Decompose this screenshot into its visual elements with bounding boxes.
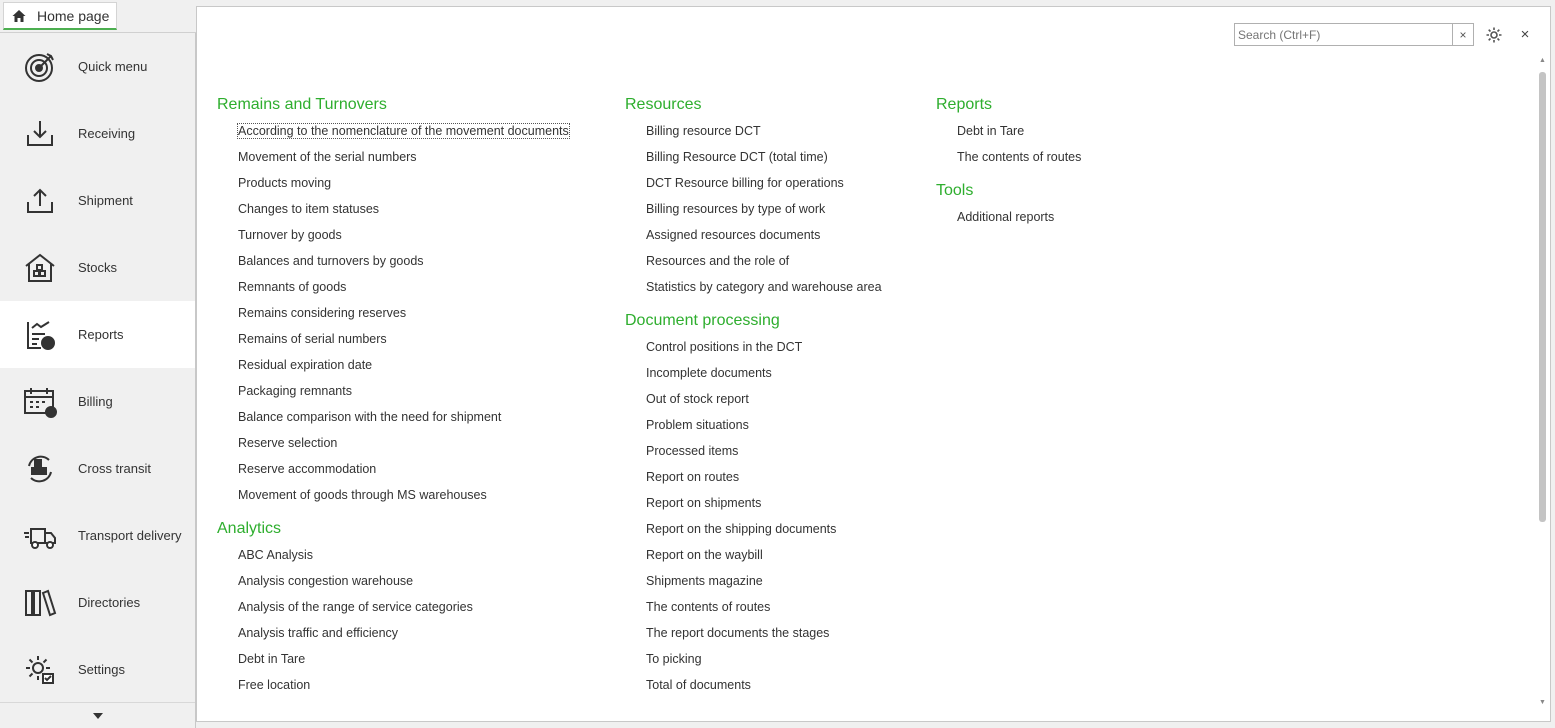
sidebar-item-label: Reports	[78, 327, 124, 342]
report-link-label: Balances and turnovers by goods	[238, 254, 424, 268]
report-link-label: The contents of routes	[646, 600, 771, 614]
report-link-label: Products moving	[238, 176, 332, 190]
sidebar-item-quick-menu[interactable]	[0, 33, 195, 100]
group-title-remains: Remains and Turnovers	[217, 96, 387, 113]
warehouse-icon	[22, 250, 58, 286]
report-link-label: Debt in Tare	[238, 652, 306, 666]
report-link-label: Processed items	[646, 444, 739, 458]
gear-icon	[22, 652, 58, 688]
sidebar	[0, 33, 196, 728]
report-link-label: Incomplete documents	[646, 366, 772, 380]
scroll-up-icon[interactable]: ▲	[1539, 57, 1546, 64]
report-link[interactable]	[217, 352, 569, 378]
report-link-label: Report on routes	[646, 470, 740, 484]
report-link-label: Debt in Tare	[957, 124, 1025, 138]
report-link-label: Remains considering reserves	[238, 306, 407, 320]
sidebar-item-directories[interactable]	[0, 569, 195, 636]
report-link-label: Remains of serial numbers	[238, 332, 387, 346]
report-link[interactable]	[625, 412, 882, 438]
report-link-label: Packaging remnants	[238, 384, 352, 398]
group-list-remains	[217, 118, 569, 508]
report-link-label: Analysis congestion warehouse	[238, 574, 414, 588]
report-link[interactable]	[625, 222, 882, 248]
books-icon	[22, 585, 58, 621]
report-link[interactable]	[217, 274, 569, 300]
report-link-label: Out of stock report	[646, 392, 749, 406]
home-icon	[11, 8, 27, 24]
report-link[interactable]	[217, 594, 569, 620]
receiving-icon	[22, 116, 58, 152]
scroll-thumb[interactable]	[1539, 72, 1546, 522]
report-link-label: Report on the shipping documents	[646, 522, 837, 536]
report-link[interactable]	[936, 204, 1081, 230]
sidebar-item-settings[interactable]	[0, 636, 195, 703]
report-link-label: Residual expiration date	[238, 358, 373, 372]
report-link[interactable]	[217, 404, 569, 430]
tab-bar	[0, 0, 196, 33]
sidebar-item-label: Transport delivery	[78, 528, 182, 543]
report-link[interactable]	[625, 334, 882, 360]
reports-panel	[196, 6, 1551, 722]
report-link[interactable]	[217, 672, 569, 698]
report-link-label: Movement of the serial numbers	[238, 150, 417, 164]
sidebar-item-label: Directories	[78, 595, 141, 610]
report-link[interactable]	[217, 222, 569, 248]
sidebar-item-label: Billing	[78, 394, 113, 409]
report-link[interactable]	[625, 196, 882, 222]
report-link-label: Resources and the role of	[646, 254, 790, 268]
report-link-label: Billing Resource DCT (total time)	[646, 150, 828, 164]
group-title-tools: Tools	[936, 182, 974, 199]
panel-settings-button[interactable]	[1483, 24, 1505, 46]
group-title-reports: Reports	[936, 96, 993, 113]
cross-transit-icon	[22, 451, 58, 487]
report-link-label: DCT Resource billing for operations	[646, 176, 844, 190]
report-link-label: Turnover by goods	[238, 228, 342, 242]
tab-home-label: Home page	[37, 7, 110, 24]
report-link[interactable]	[217, 196, 569, 222]
report-link-label: Remnants of goods	[238, 280, 347, 294]
report-link[interactable]	[217, 568, 569, 594]
report-link[interactable]	[936, 144, 1081, 170]
vertical-scrollbar[interactable]	[1538, 57, 1547, 707]
report-link[interactable]	[625, 672, 882, 698]
truck-icon	[22, 518, 58, 554]
reports-icon	[22, 317, 58, 353]
report-link-label: Analysis of the range of service categories	[238, 600, 473, 614]
report-link[interactable]	[217, 326, 569, 352]
report-link[interactable]	[625, 144, 882, 170]
report-link[interactable]	[625, 360, 882, 386]
group-list-reports	[936, 118, 1081, 170]
report-link[interactable]	[625, 248, 882, 274]
sidebar-item-cross-transit[interactable]	[0, 435, 195, 502]
chevron-down-icon	[93, 713, 103, 719]
report-link[interactable]	[217, 542, 569, 568]
report-link-label: To picking	[646, 652, 702, 666]
sidebar-item-reports[interactable]	[0, 301, 195, 368]
column-2	[625, 92, 882, 698]
report-link-label: Free location	[238, 678, 311, 692]
report-link[interactable]	[625, 386, 882, 412]
shipment-icon	[22, 183, 58, 219]
sidebar-item-shipment[interactable]	[0, 167, 195, 234]
group-title-document-processing: Document processing	[625, 312, 780, 329]
report-link-label: Total of documents	[646, 678, 751, 692]
report-link[interactable]	[217, 482, 569, 508]
group-list-tools	[936, 204, 1081, 230]
report-link-label: Assigned resources documents	[646, 228, 821, 242]
calendar-icon	[22, 384, 58, 420]
report-link-label: Changes to item statuses	[238, 202, 380, 216]
search-box	[1234, 23, 1474, 46]
column-1	[217, 92, 569, 698]
sidebar-item-label: Settings	[78, 662, 125, 677]
report-link-label: Movement of goods through MS warehouses	[238, 488, 487, 502]
column-3	[936, 92, 1081, 230]
report-link-label: Control positions in the DCT	[646, 340, 803, 354]
report-link[interactable]	[217, 144, 569, 170]
target-icon	[22, 49, 58, 85]
sidebar-item-label: Shipment	[78, 193, 133, 208]
report-link-label: Billing resource DCT	[646, 124, 761, 138]
report-link[interactable]	[217, 620, 569, 646]
report-link[interactable]	[625, 438, 882, 464]
report-link[interactable]	[217, 170, 569, 196]
report-link-label: Shipments magazine	[646, 574, 763, 588]
sidebar-item-label: Receiving	[78, 126, 136, 141]
report-link[interactable]	[217, 456, 569, 482]
report-link[interactable]	[217, 646, 569, 672]
report-link[interactable]	[217, 248, 569, 274]
report-link[interactable]	[625, 542, 882, 568]
search-clear-button[interactable]: ×	[1452, 24, 1473, 45]
group-title-resources: Resources	[625, 96, 702, 113]
sidebar-item-label: Cross transit	[78, 461, 151, 476]
report-link[interactable]	[217, 430, 569, 456]
sidebar-item-stocks[interactable]	[0, 234, 195, 301]
report-link-label: Additional reports	[957, 210, 1055, 224]
report-link[interactable]	[625, 170, 882, 196]
report-link[interactable]	[625, 516, 882, 542]
report-link[interactable]	[625, 646, 882, 672]
group-list-resources	[625, 118, 882, 300]
sidebar-item-receiving[interactable]	[0, 100, 195, 167]
group-list-document-processing	[625, 334, 882, 698]
group-list-analytics	[217, 542, 569, 698]
gear-icon	[1485, 26, 1503, 44]
report-link-label: Analysis traffic and efficiency	[238, 626, 399, 640]
report-link-label: ABC Analysis	[238, 548, 314, 562]
report-link-label: The report documents the stages	[646, 626, 830, 640]
report-link-label: Balance comparison with the need for shipment	[238, 410, 502, 424]
report-link-label: Reserve selection	[238, 436, 338, 450]
sidebar-scroll-down-button[interactable]	[0, 702, 195, 728]
group-title-analytics: Analytics	[217, 520, 282, 537]
report-link[interactable]	[625, 118, 882, 144]
sidebar-item-billing[interactable]	[0, 368, 195, 435]
scroll-down-icon[interactable]: ▼	[1539, 699, 1546, 706]
search-input[interactable]	[1235, 24, 1452, 45]
report-link[interactable]	[217, 378, 569, 404]
sidebar-item-label: Quick menu	[78, 59, 148, 74]
tab-home-page[interactable]	[3, 2, 117, 30]
report-link-label: Statistics by category and warehouse area	[646, 280, 882, 294]
report-link-label: Problem situations	[646, 418, 749, 432]
report-link-label: The contents of routes	[957, 150, 1082, 164]
report-link[interactable]	[217, 300, 569, 326]
report-link-label: Reserve accommodation	[238, 462, 377, 476]
report-link-label: According to the nomenclature of the movement documents	[238, 124, 569, 138]
report-link[interactable]	[625, 620, 882, 646]
report-link[interactable]	[625, 274, 882, 300]
report-link-label: Billing resources by type of work	[646, 202, 826, 216]
report-link[interactable]	[625, 568, 882, 594]
report-link-label: Report on the waybill	[646, 548, 763, 562]
report-link[interactable]	[625, 464, 882, 490]
report-link[interactable]	[625, 490, 882, 516]
report-link-label: Report on shipments	[646, 496, 762, 510]
report-link[interactable]	[625, 594, 882, 620]
sidebar-item-transport-delivery[interactable]	[0, 502, 195, 569]
report-link[interactable]	[936, 118, 1081, 144]
report-link[interactable]	[217, 118, 569, 144]
sidebar-item-label: Stocks	[78, 260, 118, 275]
close-button[interactable]: ×	[1520, 25, 1530, 43]
